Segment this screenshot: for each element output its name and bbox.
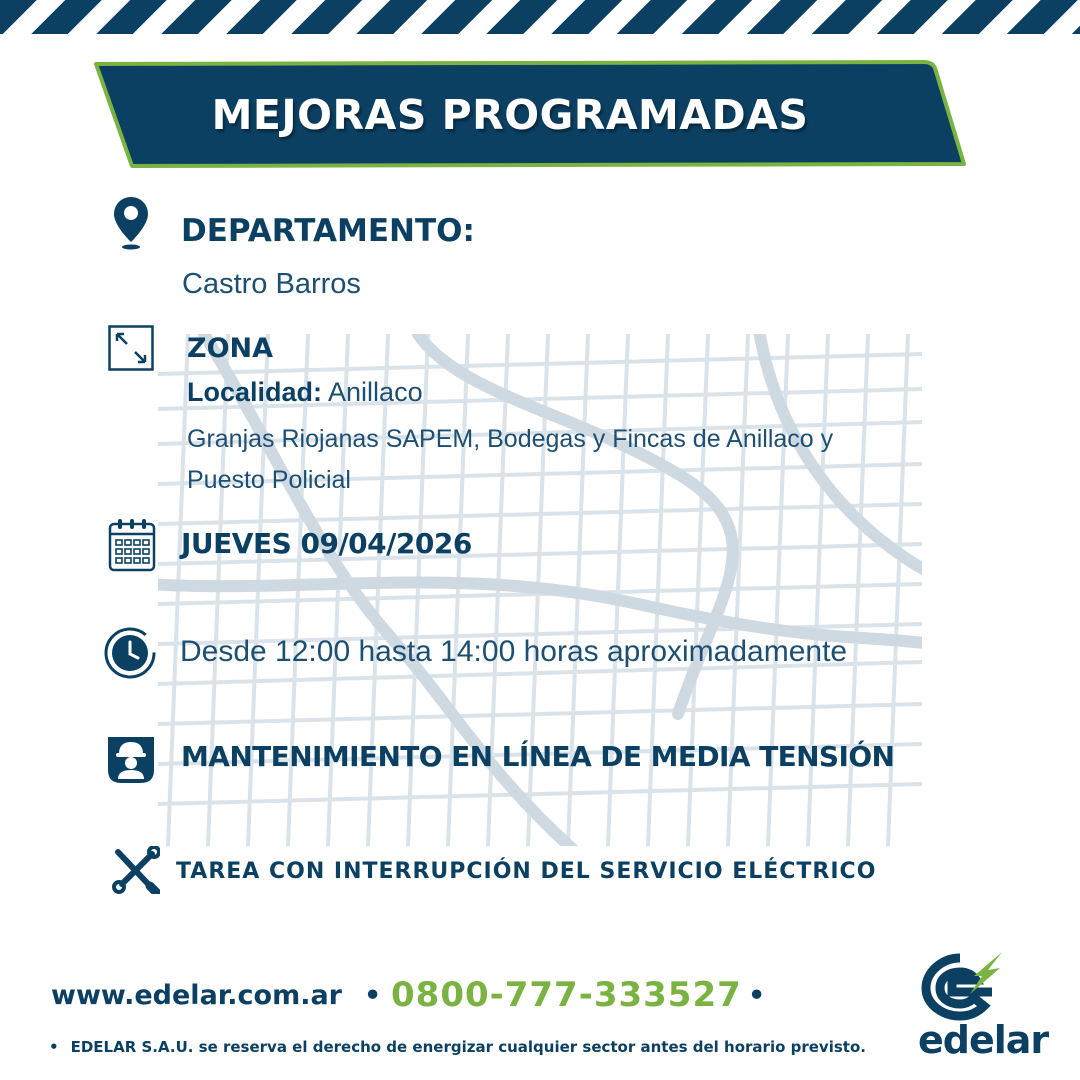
phone-number[interactable]: 0800-777-333527 <box>391 975 742 1015</box>
worker-helmet-icon <box>105 734 157 786</box>
page-title: MEJORAS PROGRAMADAS <box>211 91 809 139</box>
title-banner <box>92 58 968 172</box>
zone-label: ZONA <box>187 333 274 364</box>
separator-dot-end: • <box>748 980 766 1011</box>
locality-line <box>187 377 423 408</box>
hazard-stripes <box>0 0 1080 34</box>
department-label: DEPARTAMENTO: <box>181 213 475 249</box>
department-value: Castro Barros <box>182 268 361 300</box>
calendar-icon <box>108 518 156 572</box>
task-description: MANTENIMIENTO EN LÍNEA DE MEDIA TENSIÓN <box>181 740 895 773</box>
zone-detail: Granjas Riojanas SAPEM, Bodegas y Fincas de Anillaco y Puesto Policial <box>187 425 834 494</box>
separator-dot: • <box>364 980 382 1011</box>
wrench-screwdriver-icon <box>110 846 160 894</box>
schedule-hours: Desde 12:00 hasta 14:00 horas aproximadamente <box>180 635 848 668</box>
expand-arrows-icon <box>108 325 154 371</box>
service-interruption-notice: TAREA CON INTERRUPCIÓN DEL SERVICIO ELÉCTRICO <box>176 859 877 884</box>
website-link[interactable]: www.edelar.com.ar <box>51 980 342 1011</box>
disclaimer-bullet: • <box>49 1038 59 1056</box>
disclaimer-text: EDELAR S.A.U. se reserva el derecho de energizar cualquier sector antes del horario previsto. <box>70 1038 866 1056</box>
logo-wordmark: edelar <box>918 1018 1049 1062</box>
locality-label: Localidad: <box>187 377 323 407</box>
map-pin-icon <box>112 195 150 251</box>
scheduled-date: JUEVES 09/04/2026 <box>181 527 472 560</box>
locality-value: Anillaco <box>328 377 423 407</box>
clock-icon <box>103 626 157 680</box>
disclaimer <box>49 1038 866 1056</box>
